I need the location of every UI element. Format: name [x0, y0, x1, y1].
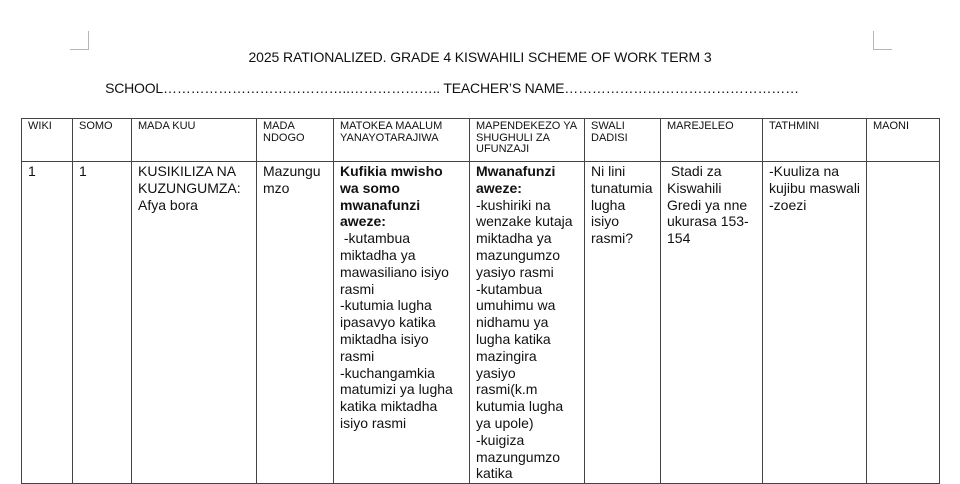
matokea-item: -kutambua miktadha ya mawasiliano isiyo rasmi — [340, 230, 453, 297]
scheme-of-work-table — [21, 118, 940, 484]
cell-swali-dadisi: Ni lini tunatumia lugha isiyo rasmi? — [585, 162, 661, 484]
cell-somo: 1 — [73, 162, 132, 484]
column-header-tathmini: TATHMINI — [763, 119, 867, 162]
mapendekezo-item: -kushiriki na wenzake kutaja miktadha ya mazungumzo yasiyo rasmi — [476, 196, 573, 280]
document-title: 2025 RATIONALIZED. GRADE 4 KISWAHILI SCHEME OF WORK TERM 3 — [248, 49, 712, 65]
cell-wiki: 1 — [22, 162, 73, 484]
column-header-mapendekezo: MAPENDEKEZO YA SHUGHULI ZA UFUNZAJI — [470, 119, 585, 162]
table-row — [22, 162, 940, 484]
cell-matokea — [334, 162, 470, 484]
page-margin-corner-top-left — [70, 31, 89, 50]
column-header-marejeleo: MAREJELEO — [661, 119, 763, 162]
page-margin-corner-top-right — [873, 31, 892, 50]
cell-tathmini — [763, 162, 867, 484]
column-header-mada-ndogo: MADA NDOGO — [257, 119, 334, 162]
matokea-item: -kuchangamkia matumizi ya lugha katika miktadha isiyo rasmi — [340, 364, 453, 431]
tathmini-item: -Kuuliza na kujibu maswali — [769, 163, 861, 196]
column-header-mada-kuu: MADA KUU — [132, 119, 257, 162]
column-header-somo: SOMO — [73, 119, 132, 162]
cell-maoni — [867, 162, 940, 484]
cell-marejeleo: Stadi za Kiswahili Gredi ya nne ukurasa 153-154 — [661, 162, 763, 484]
column-header-swali-dadisi: SWALI DADISI — [585, 119, 661, 162]
matokea-heading: Kufikia mwisho wa somo mwanafunzi aweze: — [340, 163, 443, 230]
mapendekezo-item: -kutambua umuhimu wa nidhamu ya lugha katika mazingira yasiyo rasmi(k.m kutumia lugha ya upole) — [476, 280, 564, 431]
cell-mapendekezo — [470, 162, 585, 484]
tathmini-item: -zoezi — [769, 196, 807, 213]
matokea-item: -kutumia lugha ipasavyo katika miktadha isiyo rasmi — [340, 297, 436, 364]
mapendekezo-item: -kuigiza mazungumzo katika — [476, 431, 561, 482]
mapendekezo-heading: Mwanafunzi aweze: — [476, 163, 556, 196]
column-header-matokea: MATOKEA MAALUM YANAYOTARAJIWA — [334, 119, 470, 162]
school-teacher-line: SCHOOL…………………………………..……………….. TEACHER’S NAME…………………………………………… — [105, 80, 799, 96]
cell-mada-kuu: KUSIKILIZA NA KUZUNGUMZA: Afya bora — [132, 162, 257, 484]
column-header-wiki: WIKI — [22, 119, 73, 162]
cell-mada-ndogo: Mazungumzo — [257, 162, 334, 484]
table-header-row — [22, 119, 940, 162]
column-header-maoni: MAONI — [867, 119, 940, 162]
